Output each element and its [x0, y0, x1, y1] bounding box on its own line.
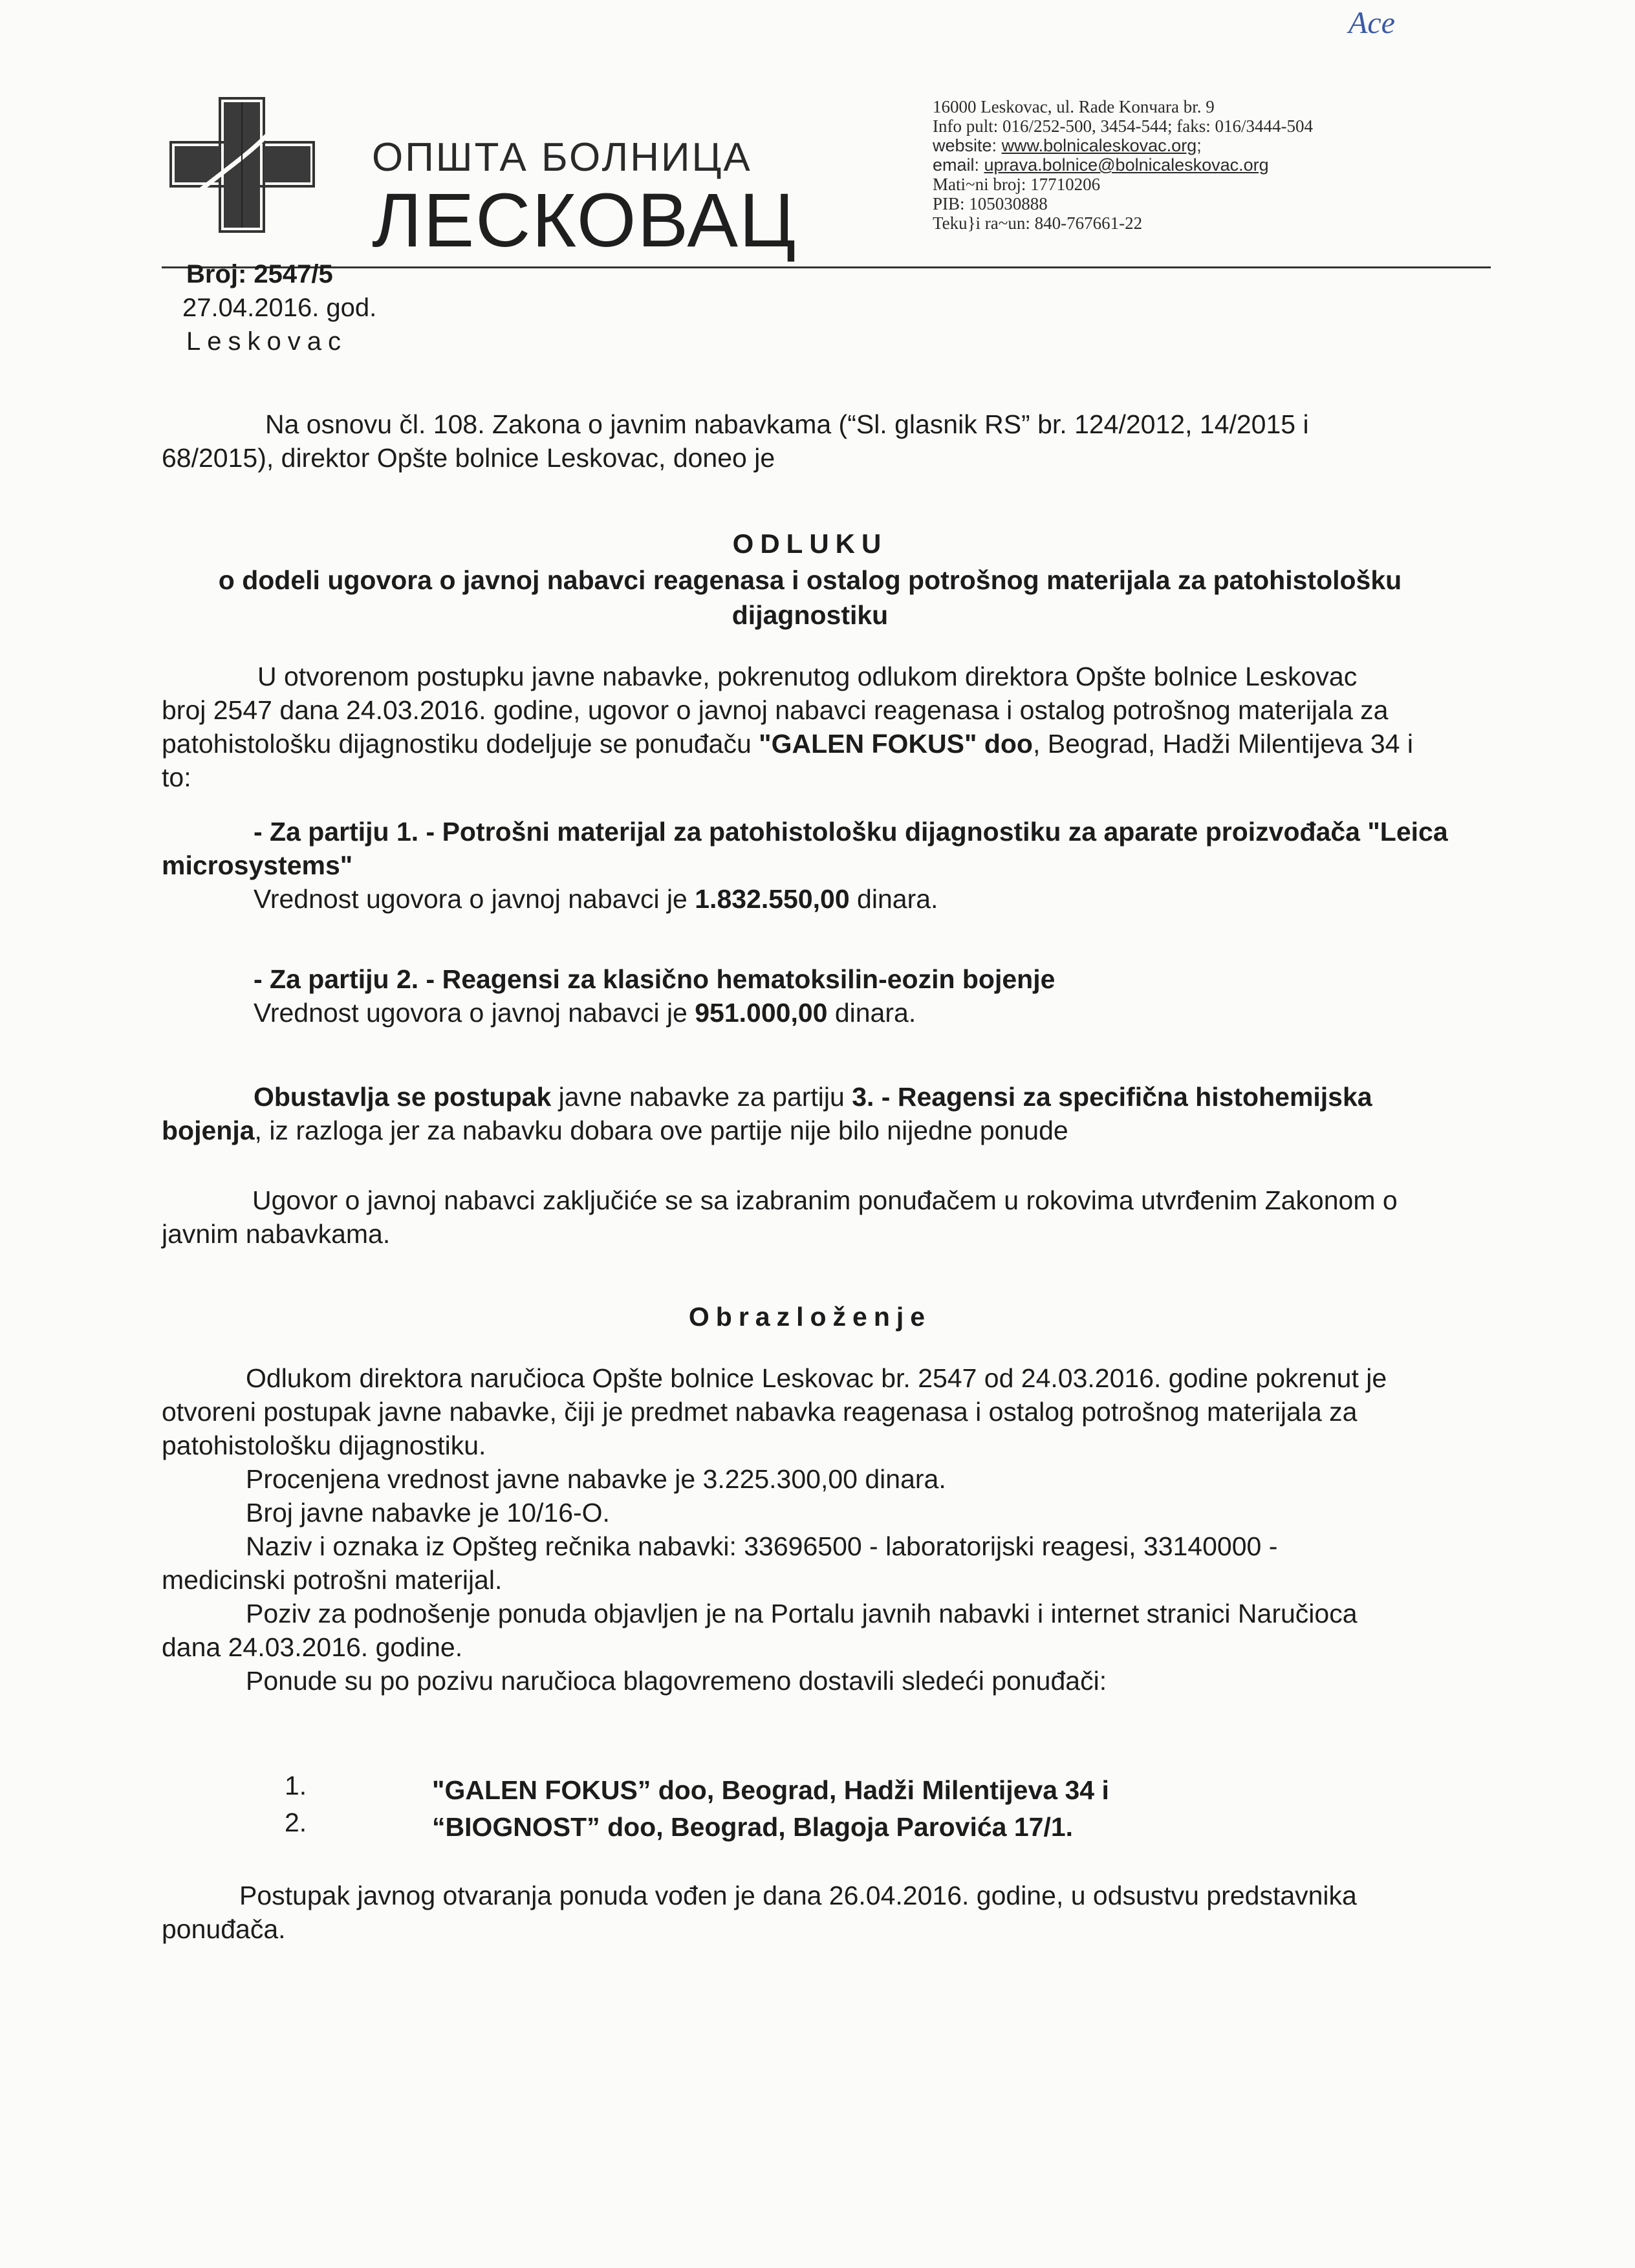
procurement-number: Broj javne nabavke je 10/16-O.	[246, 1498, 610, 1528]
lot-2-value: 951.000,00	[695, 998, 828, 1028]
lot-2-block	[162, 962, 1458, 1030]
explanation-line1: Odlukom direktora naručioca Opšte bolnice Leskovac br. 2547 od 24.03.2016. godine pokrenut je	[246, 1363, 1387, 1393]
lot-3-suspended: Obustavlja se postupak	[254, 1082, 552, 1112]
registration-number: Mati~ni broj: 17710206	[933, 175, 1101, 194]
intro-line1: Na osnovu čl. 108. Zakona o javnim nabavkama (“Sl. glasnik RS” br. 124/2012, 14/2015 i	[265, 409, 1309, 439]
email-label: email:	[933, 155, 984, 175]
hospital-name-line2: ЛЕСКОВАЦ	[372, 178, 797, 263]
handwritten-initials: Ace	[1348, 6, 1395, 40]
lot-1-value-row	[162, 882, 1458, 916]
lot-1-value: 1.832.550,00	[695, 884, 850, 914]
closing-line2: ponuđača.	[162, 1914, 286, 1944]
website-row	[933, 136, 1313, 155]
decision-subtitle	[162, 563, 1458, 632]
closing-paragraph	[162, 1879, 1458, 1946]
award-line3-post: , Beograd, Hadži Milentijeva 34 i	[1032, 729, 1413, 759]
lot-1-title: - Za partiju 1. - Potrošni materijal za patohistološku dijagnostiku za aparate proizvođača "Leica	[254, 817, 1448, 847]
lot-1-block	[162, 815, 1458, 916]
hospital-name-line1: ОПШТА БОЛНИЦА	[372, 135, 752, 180]
award-line1: U otvorenom postupku javne nabavke, pokrenutog odlukom direktora Opšte bolnice Leskovac	[257, 662, 1358, 691]
bidder-2-name: “BIOGNOST” doo, Beograd, Blagoja Parovića 17/1.	[432, 1812, 1074, 1842]
email-row	[933, 155, 1313, 175]
bidder-1-number: 1.	[285, 1771, 307, 1800]
document-number: Broj: 2547/5	[186, 260, 333, 288]
award-line3-pre: patohistološku dijagnostiku dodeljuje se ponuđaču	[162, 729, 759, 759]
lot-2-title: - Za partiju 2. - Reagensi za klasično hematoksilin-eozin bojenje	[254, 964, 1056, 994]
website-label: website:	[933, 136, 1002, 155]
address: 16000 Leskovac, ul. Rade Konчara br. 9	[933, 97, 1215, 116]
lot-3-line1	[162, 1080, 1458, 1114]
cpv-codes-cont: medicinski potrošni materijal.	[162, 1565, 503, 1595]
lot-3-title-cont: bojenja	[162, 1116, 255, 1145]
explanation-line2: otvoreni postupak javne nabavke, čiji je predmet nabavka reagenasa i ostalog potrošnog materijala za	[162, 1397, 1358, 1427]
lot-3-mid: javne nabavke za partiju	[551, 1082, 852, 1112]
info-phone: Info pult: 016/252-500, 3454-544; faks: 016/3444-504	[933, 116, 1313, 136]
cpv-codes: Naziv i oznaka iz Opšteg rečnika nabavki: 33696500 - laboratorijski reagesi, 33140000 -	[246, 1531, 1278, 1561]
explanation-title: Obrazloženje	[688, 1302, 932, 1332]
hospital-cross-logo-icon	[169, 97, 315, 233]
contract-paragraph	[162, 1183, 1458, 1251]
explanation-line3: patohistološku dijagnostiku.	[162, 1431, 486, 1460]
email-link[interactable]: uprava.bolnice@bolnicaleskovac.org	[984, 155, 1269, 175]
award-line4: to:	[162, 762, 191, 792]
lot-1-value-post: dinara.	[849, 884, 938, 914]
decision-subtitle-line2: dijagnostiku	[731, 600, 889, 630]
decision-subtitle-line1: o dodeli ugovora o javnoj nabavci reagenasa i ostalog potrošnog materijala za patohistološku	[218, 565, 1402, 595]
document-date: 27.04.2016. god.	[182, 294, 377, 322]
decision-title: ODLUKU	[732, 528, 888, 559]
lot-2-value-post: dinara.	[827, 998, 916, 1028]
contract-line1: Ugovor o javnoj nabavci zaključiće se sa izabranim ponuđačem u rokovima utvrđenim Zakonom o	[252, 1185, 1398, 1215]
intro-paragraph	[162, 407, 1458, 475]
lot-1-value-pre: Vrednost ugovora o javnoj nabavci je	[254, 884, 695, 914]
estimated-value: Procenjena vrednost javne nabavke je 3.225.300,00 dinara.	[246, 1464, 946, 1494]
lot-2-value-pre: Vrednost ugovora o javnoj nabavci je	[254, 998, 695, 1028]
awarded-bidder: "GALEN FOKUS" doo	[759, 729, 1033, 759]
lot-3-title: 3. - Reagensi za specifična histohemijska	[852, 1082, 1372, 1112]
publication-notice: Poziv za podnošenje ponuda objavljen je na Portalu javnih nabavki i internet stranici Naručioca	[246, 1599, 1358, 1628]
award-line2: broj 2547 dana 24.03.2016. godine, ugovor o javnoj nabavci reagenasa i ostalog potrošnog materijala za	[162, 695, 1389, 725]
lot-3-reason: , iz razloga jer za nabavku dobara ove partije nije bilo nijedne ponude	[254, 1116, 1068, 1145]
lot-3-block	[162, 1080, 1458, 1147]
lot-2-value-row	[162, 996, 1458, 1030]
bidders-intro: Ponude su po pozivu naručioca blagovremeno dostavili sledeći ponuđači:	[246, 1666, 1107, 1696]
lot-3-line2	[162, 1114, 1458, 1147]
award-line3	[162, 727, 1458, 761]
explanation-body	[162, 1361, 1458, 1698]
document-city: Leskovac	[186, 327, 347, 356]
contract-line2: javnim nabavkama.	[162, 1219, 391, 1249]
closing-line1: Postupak javnog otvaranja ponuda vođen je dana 26.04.2016. godine, u odsustvu predstavnika	[239, 1881, 1357, 1910]
intro-line2: 68/2015), direktor Opšte bolnice Leskovac, doneo je	[162, 443, 775, 473]
document-meta	[182, 257, 377, 358]
award-paragraph	[162, 660, 1458, 794]
bidder-2-number: 2.	[285, 1808, 307, 1837]
bidder-1-name: "GALEN FOKUS” doo, Beograd, Hadži Milentijeva 34 i	[432, 1775, 1109, 1805]
publication-date: dana 24.03.2016. godine.	[162, 1632, 463, 1662]
contact-block	[933, 97, 1313, 233]
lot-1-title-cont: microsystems"	[162, 850, 353, 880]
bank-account: Teku}i ra~un: 840-767661-22	[933, 213, 1143, 233]
website-link[interactable]: www.bolnicaleskovac.org	[1001, 136, 1197, 155]
website-suffix: ;	[1196, 136, 1202, 155]
pib: PIB: 105030888	[933, 194, 1048, 213]
